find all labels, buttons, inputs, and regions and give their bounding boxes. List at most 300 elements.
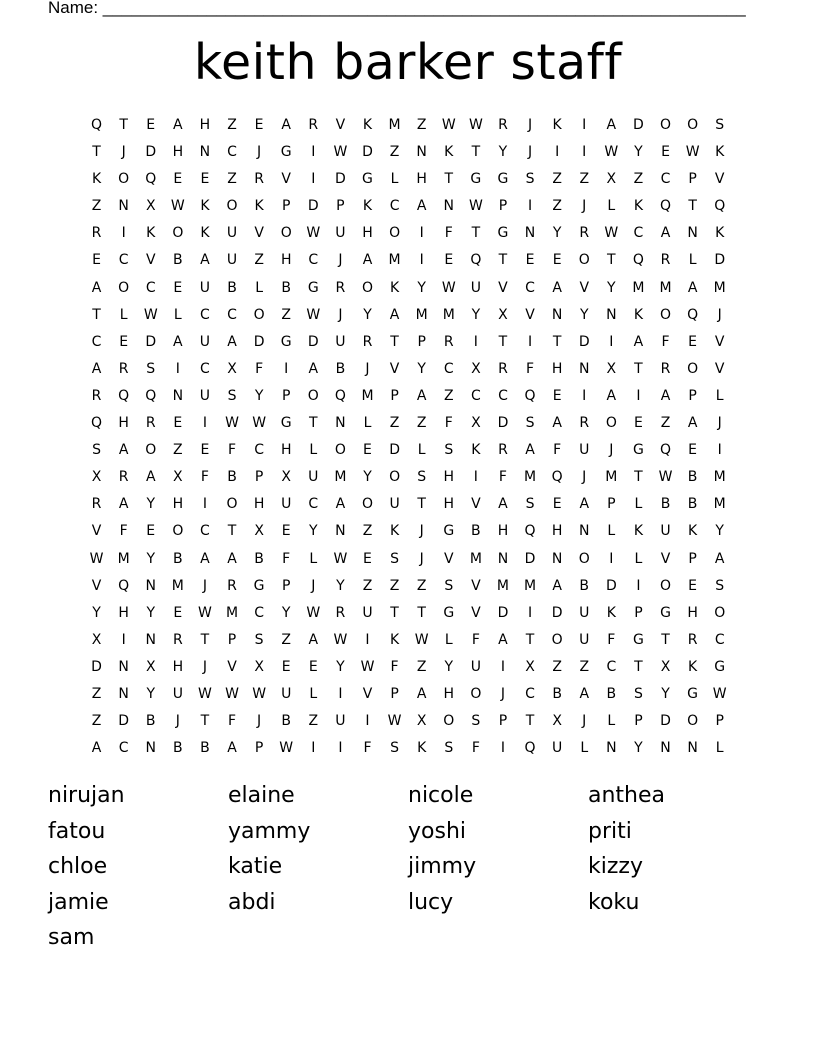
grid-letter: D xyxy=(551,604,563,621)
grid-letter: Y xyxy=(309,523,318,540)
grid-letter: Z xyxy=(389,577,400,594)
word-list-item: kizzy xyxy=(588,854,643,879)
grid-letter: I xyxy=(121,631,126,648)
grid-letter: T xyxy=(688,198,697,215)
grid-letter: R xyxy=(227,577,237,594)
grid-letter: W xyxy=(306,604,321,621)
grid-letter: B xyxy=(173,740,183,757)
grid-letter: E xyxy=(688,333,698,350)
grid-letter: O xyxy=(660,577,672,594)
grid-letter: A xyxy=(227,333,237,350)
grid-letter: D xyxy=(253,333,265,350)
grid-letter: U xyxy=(362,604,373,621)
grid-letter: A xyxy=(552,577,562,594)
grid-letter: Y xyxy=(146,685,156,702)
grid-letter: V xyxy=(335,117,346,133)
grid-letter: L xyxy=(363,415,372,432)
grid-letter: L xyxy=(634,496,643,513)
grid-letter: L xyxy=(607,713,616,730)
grid-letter: M xyxy=(713,279,726,296)
grid-letter: J xyxy=(717,415,722,432)
grid-letter: A xyxy=(173,117,183,133)
grid-letter: S xyxy=(444,577,454,594)
grid-letter: F xyxy=(200,469,209,486)
grid-letter: W xyxy=(89,550,104,567)
grid-letter: O xyxy=(660,306,672,323)
grid-letter: I xyxy=(473,469,478,486)
grid-letter: K xyxy=(389,523,400,540)
grid-letter: E xyxy=(254,117,264,133)
grid-letter: B xyxy=(471,523,481,540)
grid-letter: M xyxy=(361,387,374,404)
grid-letter: J xyxy=(338,252,343,269)
grid-letter: X xyxy=(227,360,237,377)
grid-letter: N xyxy=(199,144,211,161)
grid-letter: T xyxy=(417,496,426,513)
grid-letter: C xyxy=(389,198,400,215)
grid-letter: K xyxy=(715,144,725,161)
grid-letter: V xyxy=(281,171,291,188)
grid-letter: A xyxy=(200,252,210,269)
grid-letter: G xyxy=(497,171,509,188)
grid-letter: E xyxy=(92,252,101,269)
grid-letter: J xyxy=(257,144,262,161)
grid-letter: N xyxy=(145,577,156,594)
grid-letter: N xyxy=(118,658,129,675)
grid-letter: T xyxy=(634,658,643,675)
grid-letter: V xyxy=(443,550,454,567)
grid-letter: V xyxy=(362,685,373,702)
grid-letter: W xyxy=(468,117,483,133)
grid-letter: I xyxy=(338,740,343,757)
grid-letter: F xyxy=(227,713,237,730)
grid-letter: J xyxy=(175,713,180,730)
grid-letter: J xyxy=(338,306,343,323)
grid-letter: X xyxy=(525,658,535,675)
grid-letter: E xyxy=(552,387,562,404)
grid-letter: V xyxy=(471,496,481,513)
grid-letter: N xyxy=(606,306,617,323)
grid-letter: C xyxy=(254,604,264,621)
grid-letter: C xyxy=(606,658,617,675)
grid-letter: U xyxy=(579,442,590,459)
grid-letter: J xyxy=(257,713,262,730)
grid-letter: I xyxy=(473,333,478,350)
grid-letter: F xyxy=(471,740,480,757)
grid-letter: J xyxy=(609,442,614,459)
grid-letter: W xyxy=(252,685,267,702)
grid-letter: I xyxy=(609,333,614,350)
grid-letter: S xyxy=(92,442,101,459)
grid-letter: P xyxy=(390,387,399,404)
grid-letter: T xyxy=(552,333,562,350)
grid-letter: A xyxy=(714,550,725,567)
grid-letter: I xyxy=(717,442,722,459)
grid-letter: Z xyxy=(660,415,671,432)
grid-letter: F xyxy=(607,631,616,648)
grid-letter: E xyxy=(552,496,562,513)
grid-letter: K xyxy=(362,198,373,215)
grid-letter: Q xyxy=(524,740,536,757)
grid-letter: Z xyxy=(281,306,291,323)
grid-letter: V xyxy=(227,658,237,675)
grid-letter: A xyxy=(660,387,671,404)
grid-letter: Q xyxy=(118,387,130,404)
grid-letter: O xyxy=(660,117,672,133)
grid-letter: W xyxy=(225,685,239,702)
grid-letter: J xyxy=(582,469,587,486)
grid-letter: Y xyxy=(146,496,156,513)
grid-letter: L xyxy=(634,550,643,567)
grid-letter: C xyxy=(308,496,319,513)
grid-letter: N xyxy=(335,415,346,432)
grid-letter: W xyxy=(604,144,619,161)
grid-letter: N xyxy=(578,523,590,540)
grid-letter: A xyxy=(227,550,237,567)
grid-letter: I xyxy=(284,360,289,377)
word-list-item: koku xyxy=(588,889,640,915)
grid-letter: R xyxy=(498,442,508,459)
grid-letter: G xyxy=(714,658,726,675)
grid-letter: D xyxy=(91,658,102,675)
grid-letter: K xyxy=(200,225,210,242)
grid-letter: H xyxy=(199,117,211,133)
grid-letter: D xyxy=(497,415,509,432)
grid-letter: Q xyxy=(118,577,130,594)
grid-letter: M xyxy=(388,117,401,133)
word-list-item: nicole xyxy=(408,783,474,808)
grid-letter: V xyxy=(660,550,671,567)
grid-letter: A xyxy=(687,415,698,432)
word-list-item: jamie xyxy=(48,889,109,915)
name-field: Name: ____________________________________________________________________ xyxy=(48,0,746,17)
grid-letter: W xyxy=(198,685,212,702)
grid-letter: O xyxy=(334,442,346,459)
grid-letter: C xyxy=(660,171,671,188)
word-list-item: yoshi xyxy=(408,818,466,844)
grid-letter: I xyxy=(365,713,370,730)
grid-letter: Q xyxy=(334,387,346,404)
grid-letter: R xyxy=(660,360,671,377)
grid-letter: H xyxy=(253,496,265,513)
grid-letter: C xyxy=(227,306,237,323)
grid-letter: J xyxy=(202,577,207,594)
grid-letter: P xyxy=(281,198,291,215)
grid-letter: P xyxy=(688,171,697,188)
grid-letter: L xyxy=(255,279,264,296)
grid-letter: E xyxy=(200,442,210,459)
grid-letter: Y xyxy=(715,523,724,540)
grid-letter: X xyxy=(145,198,156,215)
grid-letter: W xyxy=(712,685,727,702)
grid-letter: Z xyxy=(281,631,291,648)
word-list-item: katie xyxy=(228,854,283,879)
grid-letter: R xyxy=(118,469,129,486)
grid-letter: H xyxy=(172,496,184,513)
grid-letter: H xyxy=(362,225,373,242)
grid-letter: U xyxy=(308,469,319,486)
grid-letter: Y xyxy=(607,279,616,296)
grid-letter: T xyxy=(227,523,237,540)
grid-letter: D xyxy=(307,333,319,350)
grid-letter: T xyxy=(92,306,101,323)
grid-letter: K xyxy=(200,198,210,215)
grid-letter: B xyxy=(281,713,291,730)
grid-letter: O xyxy=(118,171,130,188)
grid-letter: Z xyxy=(633,171,644,188)
grid-letter: P xyxy=(281,577,291,594)
grid-letter: X xyxy=(254,523,264,540)
grid-letter: X xyxy=(91,469,102,486)
grid-letter: W xyxy=(279,740,294,757)
grid-letter: Y xyxy=(254,387,264,404)
grid-letter: D xyxy=(524,550,536,567)
grid-letter: A xyxy=(687,279,698,296)
grid-letter: U xyxy=(281,685,292,702)
grid-letter: H xyxy=(551,360,563,377)
grid-letter: X xyxy=(145,658,156,675)
grid-letter: H xyxy=(551,523,563,540)
grid-letter: E xyxy=(173,171,183,188)
grid-letter: G xyxy=(470,171,482,188)
grid-letter: H xyxy=(443,685,455,702)
grid-letter: N xyxy=(172,387,184,404)
grid-letter: O xyxy=(470,685,482,702)
grid-letter: Z xyxy=(389,415,400,432)
grid-letter: F xyxy=(444,225,453,242)
grid-letter: S xyxy=(525,171,535,188)
grid-letter: E xyxy=(525,252,535,269)
grid-letter: P xyxy=(607,496,616,513)
grid-letter: N xyxy=(118,198,129,215)
grid-letter: S xyxy=(227,387,237,404)
grid-letter: K xyxy=(91,171,102,188)
grid-letter: Y xyxy=(336,577,345,594)
grid-letter: W xyxy=(143,306,158,323)
grid-letter: P xyxy=(715,713,724,730)
grid-letter: N xyxy=(497,550,509,567)
grid-letter: X xyxy=(498,306,508,323)
grid-letter: W xyxy=(441,117,456,133)
grid-letter: C xyxy=(714,631,725,648)
grid-letter: Z xyxy=(254,252,264,269)
grid-letter: O xyxy=(226,198,238,215)
grid-letter: W xyxy=(252,415,267,432)
grid-letter: V xyxy=(498,279,508,296)
grid-letter: I xyxy=(419,225,424,242)
grid-letter: A xyxy=(552,415,562,432)
grid-letter: Y xyxy=(146,604,156,621)
grid-letter: I xyxy=(202,496,207,513)
grid-letter: M xyxy=(334,469,347,486)
grid-letter: A xyxy=(416,387,427,404)
grid-letter: X xyxy=(173,469,183,486)
grid-letter: K xyxy=(633,198,644,215)
grid-letter: V xyxy=(471,577,481,594)
grid-letter: R xyxy=(579,225,590,242)
grid-letter: J xyxy=(419,550,424,567)
grid-letter: A xyxy=(416,198,427,215)
grid-letter: H xyxy=(118,415,129,432)
word-list-item: chloe xyxy=(48,854,108,879)
grid-letter: V xyxy=(145,252,156,269)
grid-letter: L xyxy=(444,631,453,648)
grid-letter: D xyxy=(362,144,373,161)
grid-letter: Z xyxy=(552,198,562,215)
grid-letter: K xyxy=(362,117,373,133)
grid-letter: K xyxy=(389,279,400,296)
grid-letter: Z xyxy=(91,685,102,702)
grid-letter: C xyxy=(443,360,454,377)
grid-letter: D xyxy=(145,333,157,350)
grid-letter: I xyxy=(582,144,587,161)
grid-letter: U xyxy=(470,658,481,675)
grid-letter: I xyxy=(636,387,641,404)
grid-letter: B xyxy=(606,685,617,702)
grid-letter: M xyxy=(524,469,537,486)
grid-letter: J xyxy=(717,306,722,323)
grid-letter: W xyxy=(333,550,348,567)
grid-letter: H xyxy=(172,144,184,161)
grid-letter: R xyxy=(91,387,102,404)
grid-letter: F xyxy=(363,740,372,757)
grid-letter: R xyxy=(91,225,102,242)
grid-letter: Z xyxy=(416,415,427,432)
grid-letter: Z xyxy=(443,387,454,404)
grid-letter: Q xyxy=(524,387,536,404)
grid-letter: G xyxy=(307,279,319,296)
grid-letter: P xyxy=(498,198,508,215)
grid-letter: D xyxy=(633,117,644,133)
grid-letter: Z xyxy=(416,577,427,594)
grid-letter: G xyxy=(687,685,699,702)
grid-letter: T xyxy=(661,631,670,648)
grid-letter: M xyxy=(469,550,482,567)
grid-letter: Z xyxy=(362,577,373,594)
grid-letter: L xyxy=(173,306,182,323)
grid-letter: E xyxy=(173,279,183,296)
grid-letter: G xyxy=(362,171,373,188)
grid-letter: K xyxy=(444,144,454,161)
grid-letter: U xyxy=(335,225,346,242)
grid-letter: Q xyxy=(551,469,563,486)
grid-letter: J xyxy=(582,198,587,215)
grid-letter: L xyxy=(607,198,616,215)
grid-letter: Z xyxy=(579,658,590,675)
grid-letter: C xyxy=(470,387,481,404)
grid-letter: M xyxy=(442,306,455,323)
grid-letter: O xyxy=(551,631,563,648)
grid-letter: X xyxy=(471,415,481,432)
grid-letter: N xyxy=(578,360,590,377)
grid-letter: P xyxy=(634,604,643,621)
grid-letter: J xyxy=(582,713,587,730)
grid-letter: T xyxy=(607,252,616,269)
grid-letter: I xyxy=(582,117,587,133)
grid-letter: A xyxy=(579,496,590,513)
grid-letter: A xyxy=(525,442,535,459)
grid-letter: F xyxy=(255,360,264,377)
grid-letter: A xyxy=(91,740,102,757)
grid-letter: K xyxy=(715,225,725,242)
grid-letter: J xyxy=(419,523,424,540)
grid-letter: Y xyxy=(444,658,454,675)
grid-letter: S xyxy=(525,496,535,513)
grid-letter: Z xyxy=(552,171,562,188)
grid-letter: F xyxy=(471,631,480,648)
grid-letter: G xyxy=(632,631,644,648)
grid-letter: Q xyxy=(632,252,644,269)
grid-letter: A xyxy=(227,740,237,757)
grid-letter: O xyxy=(280,225,292,242)
grid-letter: Y xyxy=(363,469,372,486)
grid-letter: W xyxy=(387,713,402,730)
grid-letter: N xyxy=(145,631,156,648)
grid-letter: S xyxy=(146,360,156,377)
grid-letter: U xyxy=(579,631,590,648)
grid-letter: P xyxy=(634,713,643,730)
grid-letter: V xyxy=(714,360,725,377)
grid-letter: J xyxy=(311,577,316,594)
grid-letter: L xyxy=(417,442,426,459)
grid-letter: T xyxy=(309,415,318,432)
grid-letter: H xyxy=(280,442,292,459)
grid-letter: C xyxy=(200,306,210,323)
grid-letter: E xyxy=(173,604,183,621)
grid-letter: J xyxy=(365,360,370,377)
grid-letter: S xyxy=(715,117,725,133)
grid-letter: H xyxy=(497,523,509,540)
grid-letter: E xyxy=(173,415,183,432)
grid-letter: Q xyxy=(145,171,157,188)
grid-letter: U xyxy=(335,333,346,350)
grid-letter: O xyxy=(605,415,617,432)
grid-letter: U xyxy=(281,496,292,513)
grid-letter: A xyxy=(579,685,590,702)
grid-letter: Y xyxy=(146,550,156,567)
grid-letter: B xyxy=(281,279,291,296)
grid-letter: T xyxy=(471,225,481,242)
grid-letter: I xyxy=(582,387,587,404)
grid-letter: O xyxy=(118,279,130,296)
grid-letter: J xyxy=(500,685,506,702)
grid-letter: M xyxy=(659,279,672,296)
grid-letter: W xyxy=(333,631,348,648)
grid-letter: R xyxy=(443,333,454,350)
grid-letter: U xyxy=(335,713,346,730)
grid-letter: A xyxy=(498,631,508,648)
grid-letter: N xyxy=(335,523,346,540)
grid-letter: G xyxy=(280,144,292,161)
grid-letter: F xyxy=(553,442,562,459)
grid-letter: I xyxy=(527,198,533,215)
grid-letter: T xyxy=(471,144,481,161)
grid-letter: C xyxy=(145,279,156,296)
grid-letter: I xyxy=(311,144,316,161)
grid-letter: C xyxy=(308,252,319,269)
grid-letter: Q xyxy=(524,523,536,540)
grid-letter: R xyxy=(335,604,346,621)
grid-letter: P xyxy=(688,550,697,567)
grid-letter: Y xyxy=(552,225,562,242)
word-list-item: nirujan xyxy=(48,783,125,808)
grid-letter: U xyxy=(226,225,238,242)
grid-letter: A xyxy=(660,225,671,242)
grid-letter: B xyxy=(660,496,671,513)
grid-letter: Y xyxy=(417,279,426,296)
grid-letter: W xyxy=(306,306,321,323)
grid-letter: B xyxy=(227,469,237,486)
